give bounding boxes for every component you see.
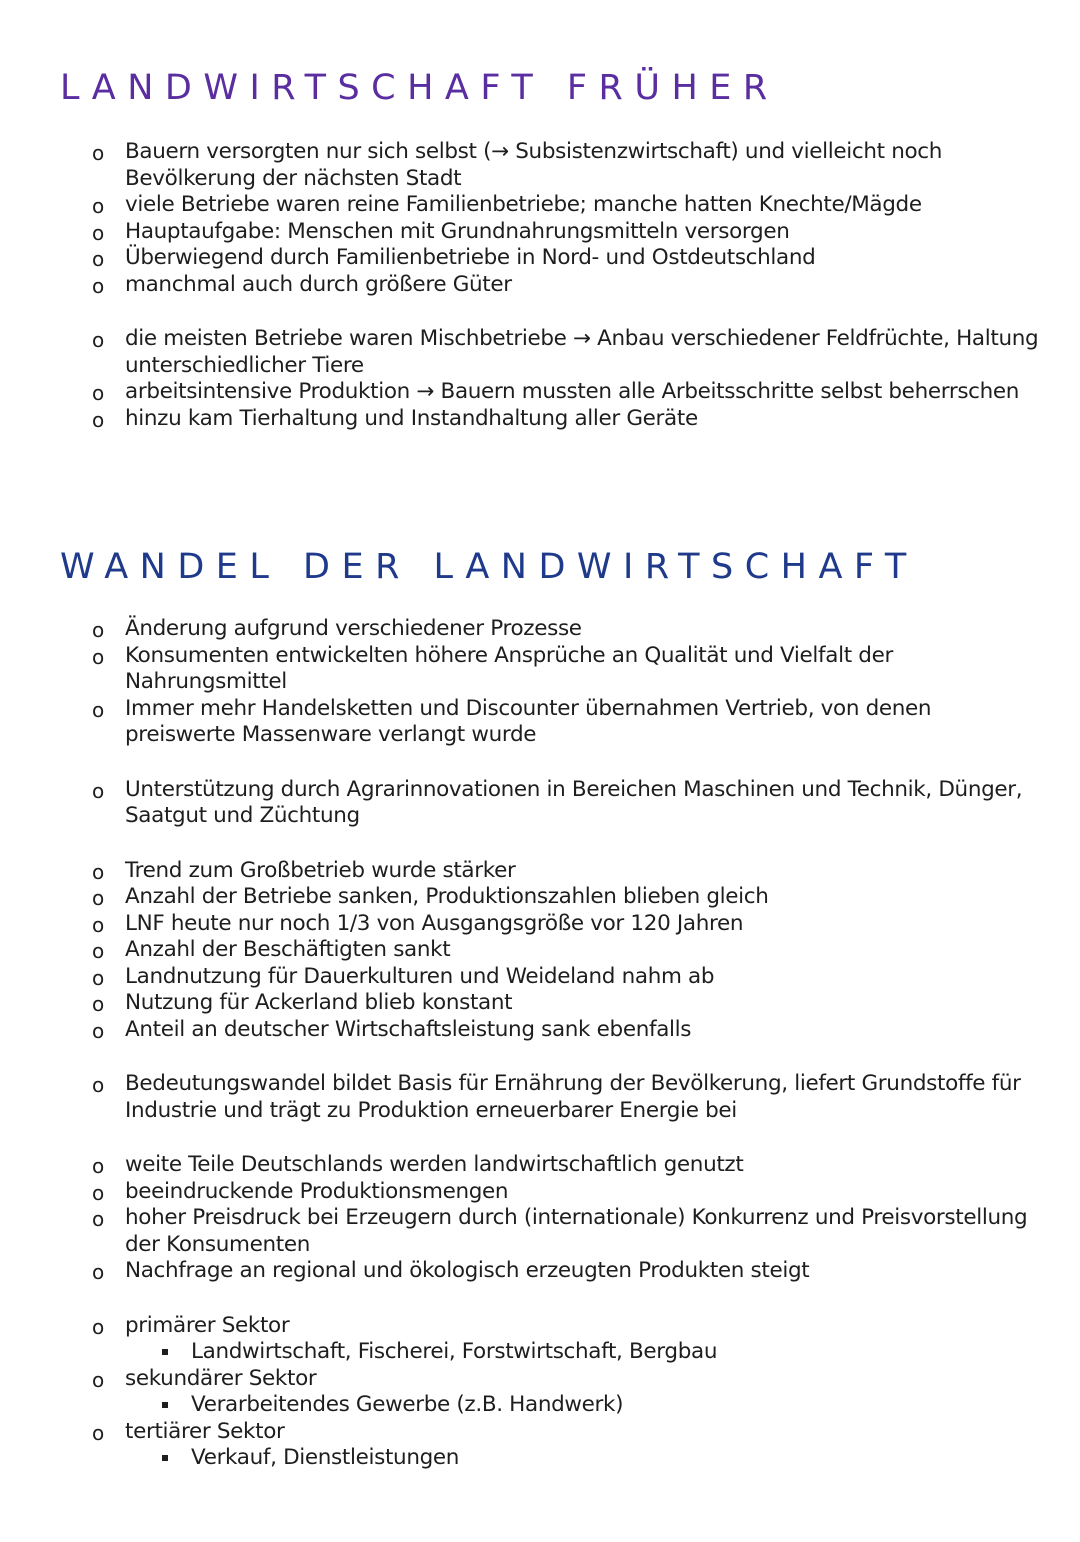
list-item-text: Änderung aufgrund verschiedener Prozesse (125, 616, 582, 641)
list-item-text: weite Teile Deutschlands werden landwirtschaftlich genutzt (125, 1152, 744, 1177)
list-item-text: die meisten Betriebe waren Mischbetriebe → Anbau verschiedener Feldfrüchte, Haltung unterschiedlicher Tiere (125, 326, 1039, 378)
list-item-text: viele Betriebe waren reine Familienbetriebe; manche hatten Knechte/Mägde (125, 192, 922, 217)
list-item-text: primärer Sektor (125, 1312, 290, 1338)
list-item (0, 1419, 1080, 1472)
circle-bullet-icon: o (92, 141, 104, 165)
list-item (0, 884, 1080, 911)
list-item (0, 406, 1080, 433)
list-item (0, 1152, 1080, 1179)
list-item (0, 990, 1080, 1017)
circle-bullet-icon: o (92, 220, 104, 245)
list-item-text: manchmal auch durch größere Güter (125, 271, 512, 297)
list-item (0, 1313, 1080, 1366)
sub-list (125, 1445, 1040, 1472)
circle-bullet-icon: o (92, 273, 104, 298)
circle-bullet-icon: o (92, 1180, 104, 1205)
sub-list-item (125, 1445, 1040, 1472)
list-item (0, 1179, 1080, 1206)
circle-bullet-icon: o (92, 697, 104, 722)
circle-bullet-icon: o (92, 644, 104, 669)
sub-list (125, 1339, 1040, 1366)
circle-bullet-icon: o (92, 1260, 104, 1284)
circle-bullet-icon: o (92, 1420, 104, 1445)
list-item-text: hoher Preisdruck bei Erzeugern durch (internationale) Konkurrenz und Preisvorstellung der Konsumenten (125, 1205, 1028, 1257)
list-item (0, 964, 1080, 991)
list-item (0, 777, 1080, 830)
list-item-text: Überwiegend durch Familienbetriebe in Nord- und Ostdeutschland (125, 245, 816, 270)
list-item-text: Trend zum Großbetrieb wurde stärker (125, 857, 516, 883)
list-item (0, 616, 1080, 643)
list-item (0, 1017, 1080, 1044)
list-item-text: Anteil an deutscher Wirtschaftsleistung sank ebenfalls (125, 1016, 692, 1042)
list-item (0, 326, 1080, 379)
list-item-text: Anzahl der Beschäftigten sankt (125, 937, 451, 962)
circle-bullet-icon: o (92, 778, 104, 803)
list-item-text: hinzu kam Tierhaltung und Instandhaltung aller Geräte (125, 405, 698, 431)
list-item (0, 1071, 1080, 1124)
circle-bullet-icon: o (92, 939, 104, 963)
circle-bullet-icon: o (92, 247, 104, 271)
circle-bullet-icon: o (92, 1367, 104, 1392)
list-item-text: tertiärer Sektor (125, 1418, 285, 1444)
circle-bullet-icon: o (92, 1207, 104, 1231)
list-item-text: Hauptaufgabe: Menschen mit Grundnahrungsmitteln versorgen (125, 218, 790, 244)
square-bullet-icon (162, 1402, 168, 1408)
list-item (0, 911, 1080, 938)
list-item-text: Anzahl der Betriebe sanken, Produktionszahlen blieben gleich (125, 884, 769, 909)
section-heading-landwirtschaft-frueher: LANDWIRTSCHAFT FRÜHER (60, 68, 779, 108)
list-item-text: sekundärer Sektor (125, 1365, 317, 1391)
circle-bullet-icon: o (92, 381, 104, 405)
list-item-text: beeindruckende Produktionsmengen (125, 1178, 509, 1204)
circle-bullet-icon: o (92, 992, 104, 1016)
list-item-text: arbeitsintensive Produktion → Bauern mussten alle Arbeitsschritte selbst beherrschen (125, 379, 1020, 404)
list-item-text: Nachfrage an regional und ökologisch erzeugten Produkten steigt (125, 1258, 810, 1283)
list-item-text: Bauern versorgten nur sich selbst (→ Subsistenzwirtschaft) und vielleicht noch Bevölkerung der nächsten Stadt (125, 139, 943, 191)
list-item-text: Konsumenten entwickelten höhere Ansprüche an Qualität und Vielfalt der Nahrungsmittel (125, 642, 893, 694)
sub-list-item-text: Verkauf, Dienstleistungen (191, 1445, 460, 1470)
circle-bullet-icon: o (92, 1154, 104, 1178)
list-item-text: Bedeutungswandel bildet Basis für Ernährung der Bevölkerung, liefert Grundstoffe für Industrie und trägt zu Produktion erneuerbarer Energie bei (125, 1071, 1021, 1123)
bullet-list-frueher (0, 139, 1080, 432)
list-item (0, 379, 1080, 406)
circle-bullet-icon: o (92, 1073, 104, 1097)
circle-bullet-icon: o (92, 965, 104, 990)
circle-bullet-icon: o (92, 859, 104, 884)
list-item-text: Unterstützung durch Agrarinnovationen in Bereichen Maschinen und Technik, Dünger, Saatgut und Züchtung (125, 776, 1023, 828)
sub-list-item (125, 1392, 1040, 1419)
circle-bullet-icon: o (92, 194, 104, 218)
list-item-text: Nutzung für Ackerland blieb konstant (125, 990, 513, 1015)
list-item (0, 937, 1080, 964)
list-item-text: Immer mehr Handelsketten und Discounter übernahmen Vertrieb, von denen preiswerte Massenware verlangt wurde (125, 695, 932, 747)
list-item (0, 272, 1080, 299)
circle-bullet-icon: o (92, 886, 104, 910)
list-item (0, 139, 1080, 192)
square-bullet-icon (162, 1455, 168, 1461)
list-item (0, 219, 1080, 246)
circle-bullet-icon: o (92, 328, 104, 352)
circle-bullet-icon: o (92, 407, 104, 432)
circle-bullet-icon: o (92, 618, 104, 642)
list-item (0, 1205, 1080, 1258)
section-heading-wandel-der-landwirtschaft: WANDEL DER LANDWIRTSCHAFT (60, 547, 918, 587)
sub-list-item (125, 1339, 1040, 1366)
list-item-text: Landnutzung für Dauerkulturen und Weideland nahm ab (125, 963, 715, 989)
circle-bullet-icon: o (92, 1018, 104, 1043)
bullet-list-wandel (0, 616, 1080, 1472)
list-item (0, 1258, 1080, 1285)
sub-list-item-text: Verarbeitendes Gewerbe (z.B. Handwerk) (191, 1392, 624, 1417)
list-item (0, 696, 1080, 749)
list-item (0, 1366, 1080, 1419)
square-bullet-icon (162, 1349, 168, 1355)
list-item (0, 245, 1080, 272)
circle-bullet-icon: o (92, 912, 104, 937)
list-item-text: LNF heute nur noch 1/3 von Ausgangsgröße vor 120 Jahren (125, 910, 744, 936)
list-item (0, 858, 1080, 885)
sub-list-item-text: Landwirtschaft, Fischerei, Forstwirtschaft, Bergbau (191, 1339, 718, 1364)
list-item (0, 192, 1080, 219)
circle-bullet-icon: o (92, 1314, 104, 1339)
list-item (0, 643, 1080, 696)
sub-list (125, 1392, 1040, 1419)
